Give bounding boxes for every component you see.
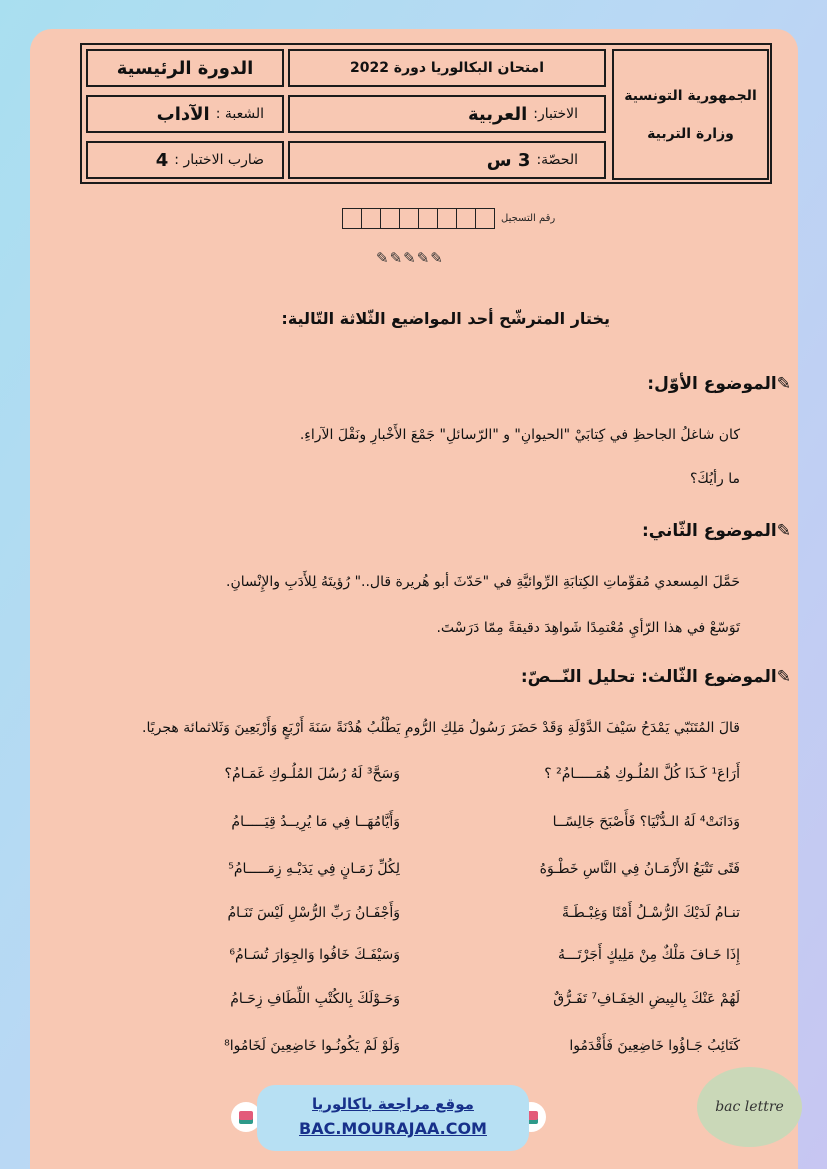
verse-second-hemistich: وَسَيْفَـكَ خَافُوا وَالجِوَارَ تُسَـامُ⁶ [229,947,400,963]
verse-second-hemistich: لِكُلِّ زَمَـانٍ فِي يَدَيْـهِ زِمَـــــامُ⁵ [228,861,400,877]
registration-label: رقم التسجيل [501,213,556,224]
exam-title-cell [288,49,606,87]
registration-number [342,208,555,229]
registration-box [380,209,399,228]
instruction-text: يختار المترشّح أحد المواضيع الثّلاثة التّالية: [281,309,610,328]
session-cell [86,49,284,87]
verse-first-hemistich: إِذَا خَـافَ مَلْكٌ مِنْ مَلِيكٍ أَجَرْتَـــهُ [557,947,740,963]
verse-second-hemistich: وَلَوْ لَمْ يَكُونُـوا خَاضِعِينَ لَخَامُوا⁸ [224,1038,400,1054]
verse-second-hemistich: وَسَحَّ³ لَهُ رُسُلَ المُلُـوكِ غَمَـامُ؟ [224,766,400,782]
topic2-line2: تَوَسّعْ في هذا الرّأيِ مُعْتمِدًا شَواهِدَ دقيقةً مِمّا دَرَسْتَ. [436,620,740,636]
subject-value: العربية [467,103,528,125]
verse-first-hemistich: فَتًى تَتْبَعُ الأَزْمَـانُ فِي النَّاسِ خَطْـوَهُ [539,861,740,877]
bac-lettre-logo [697,1067,802,1147]
registration-box [475,209,494,228]
site-url-link[interactable]: BAC.MOURAJAA.COM [299,1119,487,1138]
republic-label: الجمهورية التونسية [624,87,757,104]
verse-first-hemistich: كَتَائِبُ جَـاؤُوا خَاضِعِينَ فَأَقْدَمُوا [569,1038,740,1054]
duration-value: 3 س [486,149,531,171]
topic2-heading: ✎الموضوع الثّاني: [641,521,791,541]
registration-box [343,209,361,228]
registration-box [437,209,456,228]
registration-box [418,209,437,228]
registration-box [399,209,418,228]
branch-cell [86,95,284,133]
footer-banner[interactable] [257,1085,529,1151]
logo-text: bac lettre [715,1099,784,1115]
verse-second-hemistich: وَأَيَّامُهَــا فِي مَا يُرِيــدُ قِيَـــــامُ [231,814,400,830]
verse-first-hemistich: وَدَانَتْ⁴ لَهُ الـدُّنْيَا؟ فَأَصْبَحَ جَالِسًــا [552,814,740,830]
verse-second-hemistich: وَحَـوْلَكَ بِالكُتْبِ اللِّطَافِ زِحَـامُ [230,991,400,1007]
topic3-intro: قالَ المُتَنَبّي يَمْدَحُ سَيْفَ الدَّوْلَةِ وَقَدْ حَضَرَ رَسُولُ مَلِكِ الرُّومِ يَطْلُبُ هُدْنَةً سَنَةَ أَرْبَعٍ وَأَرْبَعِينَ وَثَلاثمائة هجريًا. [142,720,740,736]
branch-label: الشعبة : [215,106,264,122]
verse-second-hemistich: وَأَجْفَـانُ رَبِّ الرُّسْلِ لَيْسَ تَنَـامُ [227,905,400,921]
branch-value: الآداب [156,103,210,125]
session-label: الدورة الرئيسية [116,57,254,79]
coefficient-label: ضارب الاختبار : [174,152,264,168]
verse-first-hemistich: أَرَاعَ¹ كَـذَا كُلَّ المُلُـوكِ هُمَـــــامُ² ؟ [544,766,740,782]
subject-label: الاختبار: [533,106,578,122]
verse-first-hemistich: لَهُمْ عَنْكَ بِالبِيضِ الخِفَـافِ⁷ تَفَـرُّقٌ [553,991,740,1007]
topic1-line1: كان شاغلُ الجاحظِ في كِتابَيْ "الحيوانِ" و "الرّسائلِ" جَمْعَ الأَخْبارِ ونَقْلَ الآراءِ. [299,427,740,443]
ministry-label: وزارة التربية [647,125,734,142]
registration-box [361,209,380,228]
topic3-heading: ✎الموضوع الثّالث: تحليل النّــصّ: [520,667,791,687]
duration-label: الحصّة: [536,152,578,168]
coefficient-value: 4 [155,149,169,171]
coefficient-cell [86,141,284,179]
exam-title: امتحان البكالوريا دورة 2022 [349,60,545,76]
footer-content [275,1095,511,1138]
site-name-link[interactable]: موقع مراجعة باكالوريا [312,1095,474,1113]
registration-boxes [342,208,495,229]
duration-cell [288,141,606,179]
exam-header-table [80,43,772,184]
registration-box [456,209,475,228]
topic1-line2: ما رأيُكَ؟ [690,471,740,487]
exam-paper [30,29,798,1169]
verse-first-hemistich: تنـامُ لَدَيْكَ الرُّسْـلُ أَمْنًا وَغِبْـطَـةً [562,905,740,921]
topic2-line1: حَمَّلَ المِسعدي مُقوِّماتِ الكِتابَةِ الرِّوائيَّةِ في "حَدّثَ أبو هُريرة قال.." رُؤيتَهُ لِلأَدَبِ والإِنْسانِ. [226,574,740,590]
institution-cell [612,49,769,180]
pencil-icons: ✎✎✎✎✎ [376,249,444,267]
topic1-heading: ✎الموضوع الأوّل: [647,374,791,394]
subject-cell [288,95,606,133]
